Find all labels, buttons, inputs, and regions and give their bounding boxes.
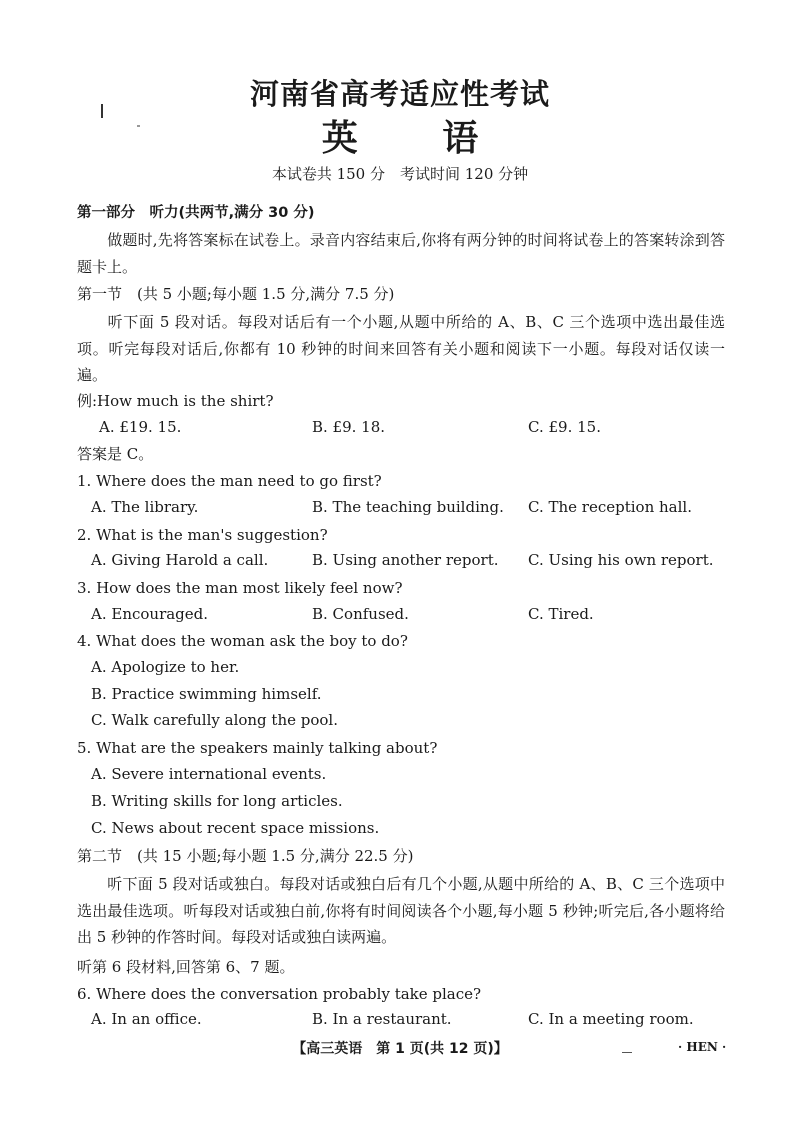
q2-option-a: A. Giving Harold a call. [91,551,269,569]
question-3: 3. How does the man most likely feel now? [77,579,403,597]
example-option-a: A. £19. 15. [99,418,182,436]
exam-info: 本试卷共 150 分 考试时间 120 分钟 [271,165,529,183]
part1-heading: 第一部分 听力(共两节,满分 30 分) [77,205,315,221]
question-1: 1. Where does the man need to go first? [77,472,382,490]
exam-title: 河南省高考适应性考试 [249,77,550,111]
example-answer: 答案是 C。 [77,445,154,463]
footer-mark [622,1052,632,1053]
example-question: 例:How much is the shirt? [77,392,274,410]
material-6-label: 听第 6 段材料,回答第 6、7 题。 [77,958,295,976]
q6-option-c: C. In a meeting room. [528,1010,694,1028]
q5-option-b: B. Writing skills for long articles. [91,792,343,810]
part1-intro-text: 做题时,先将答案标在试卷上。录音内容结束后,你将有两分钟的时间将试卷上的答案转涂到答题卡上。 [77,231,725,276]
section1-intro-text: 听下面 5 段对话。每段对话后有一个小题,从题中所给的 A、B、C 三个选项中选出最佳选项。听完每段对话后,你都有 10 秒钟的时间来回答有关小题和阅读下一小题。每段对话仅读一遍。 [77,313,725,384]
q4-option-c: C. Walk carefully along the pool. [91,711,338,729]
section1-intro [77,309,725,389]
page-footer: 【高三英语 第 1 页(共 12 页)】 [292,1041,508,1057]
q3-option-a: A. Encouraged. [91,605,209,623]
q1-option-b: B. The teaching building. [312,498,504,516]
section2-heading: 第二节 (共 15 小题;每小题 1.5 分,满分 22.5 分) [77,847,414,865]
q1-option-a: A. The library. [91,498,199,516]
q3-option-b: B. Confused. [312,605,409,623]
example-option-c: C. £9. 15. [528,418,601,436]
q3-option-c: C. Tired. [528,605,594,623]
q5-option-a: A. Severe international events. [91,765,327,783]
question-2: 2. What is the man's suggestion? [77,526,328,544]
part1-intro [77,227,725,280]
q2-option-b: B. Using another report. [312,551,499,569]
example-option-b: B. £9. 18. [312,418,386,436]
question-4: 4. What does the woman ask the boy to do? [77,632,408,650]
footer-code: · HEN · [678,1040,727,1054]
q6-option-b: B. In a restaurant. [312,1010,452,1028]
section1-heading: 第一节 (共 5 小题;每小题 1.5 分,满分 7.5 分) [77,285,395,303]
question-5: 5. What are the speakers mainly talking about? [77,739,438,757]
q6-option-a: A. In an office. [91,1010,202,1028]
section2-intro-text: 听下面 5 段对话或独白。每段对话或独白后有几个小题,从题中所给的 A、B、C 三个选项中选出最佳选项。听每段对话或独白前,你将有时间阅读各个小题,每小题 5 秒钟;听完后,各小题将给出 5 秒钟的作答时间。每段对话或独白读两遍。 [77,875,725,946]
q4-option-b: B. Practice swimming himself. [91,685,322,703]
q5-option-c: C. News about recent space missions. [91,819,380,837]
section2-intro [77,871,725,951]
q2-option-c: C. Using his own report. [528,551,714,569]
q4-option-a: A. Apologize to her. [91,658,240,676]
q1-option-c: C. The reception hall. [528,498,692,516]
question-6: 6. Where does the conversation probably take place? [77,985,482,1003]
subject-title: 英 语 [321,118,515,159]
